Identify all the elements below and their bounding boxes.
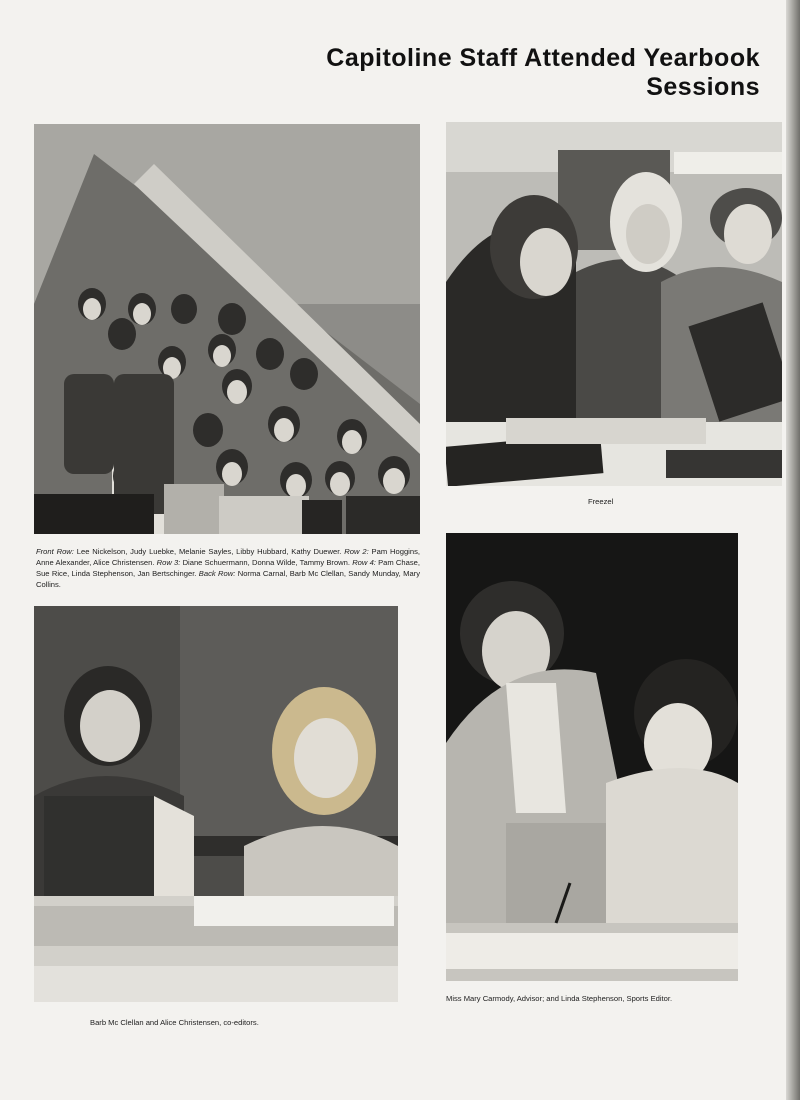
caption-row3-names: Diane Schuermann, Donna Wilde, Tammy Brown.: [180, 558, 350, 567]
caption-back-label: Back Row:: [198, 569, 236, 578]
advisor-photo: [446, 533, 738, 981]
page-title: Capitoline Staff Attended Yearbook Sessions: [326, 44, 760, 101]
caption-front-names: Lee Nickelson, Judy Luebke, Melanie Sayles, Libby Hubbard, Kathy Duewer.: [73, 547, 342, 556]
caption-front-label: Front Row:: [36, 547, 74, 556]
caption-back-names: Norma Carnal, Barb Mc Clellan, Sandy Munday, Mary Collins.: [36, 569, 420, 589]
caption-row4-label: Row 4:: [352, 558, 376, 567]
caption-row2-label: Row 2:: [344, 547, 369, 556]
page-edge-shadow: [786, 0, 800, 1100]
caption-row3-label: Row 3:: [156, 558, 181, 567]
coeditors-photo: [34, 606, 398, 1002]
coeditors-caption: Barb Mc Clellan and Alice Christensen, co-editors.: [90, 1018, 259, 1027]
group-photo: [34, 124, 420, 534]
group-photo-caption: [36, 546, 420, 590]
caption-row4-names: Pam Chase, Sue Rice, Linda Stephenson, Jan Bertschinger.: [36, 558, 420, 578]
caption-row2-names: Pam Hoggins, Anne Alexander, Alice Christensen.: [36, 547, 420, 567]
session-photo-credit: Freezel: [588, 497, 614, 506]
session-photo: [446, 122, 782, 486]
advisor-caption: Miss Mary Carmody, Advisor; and Linda Stephenson, Sports Editor.: [446, 994, 673, 1003]
